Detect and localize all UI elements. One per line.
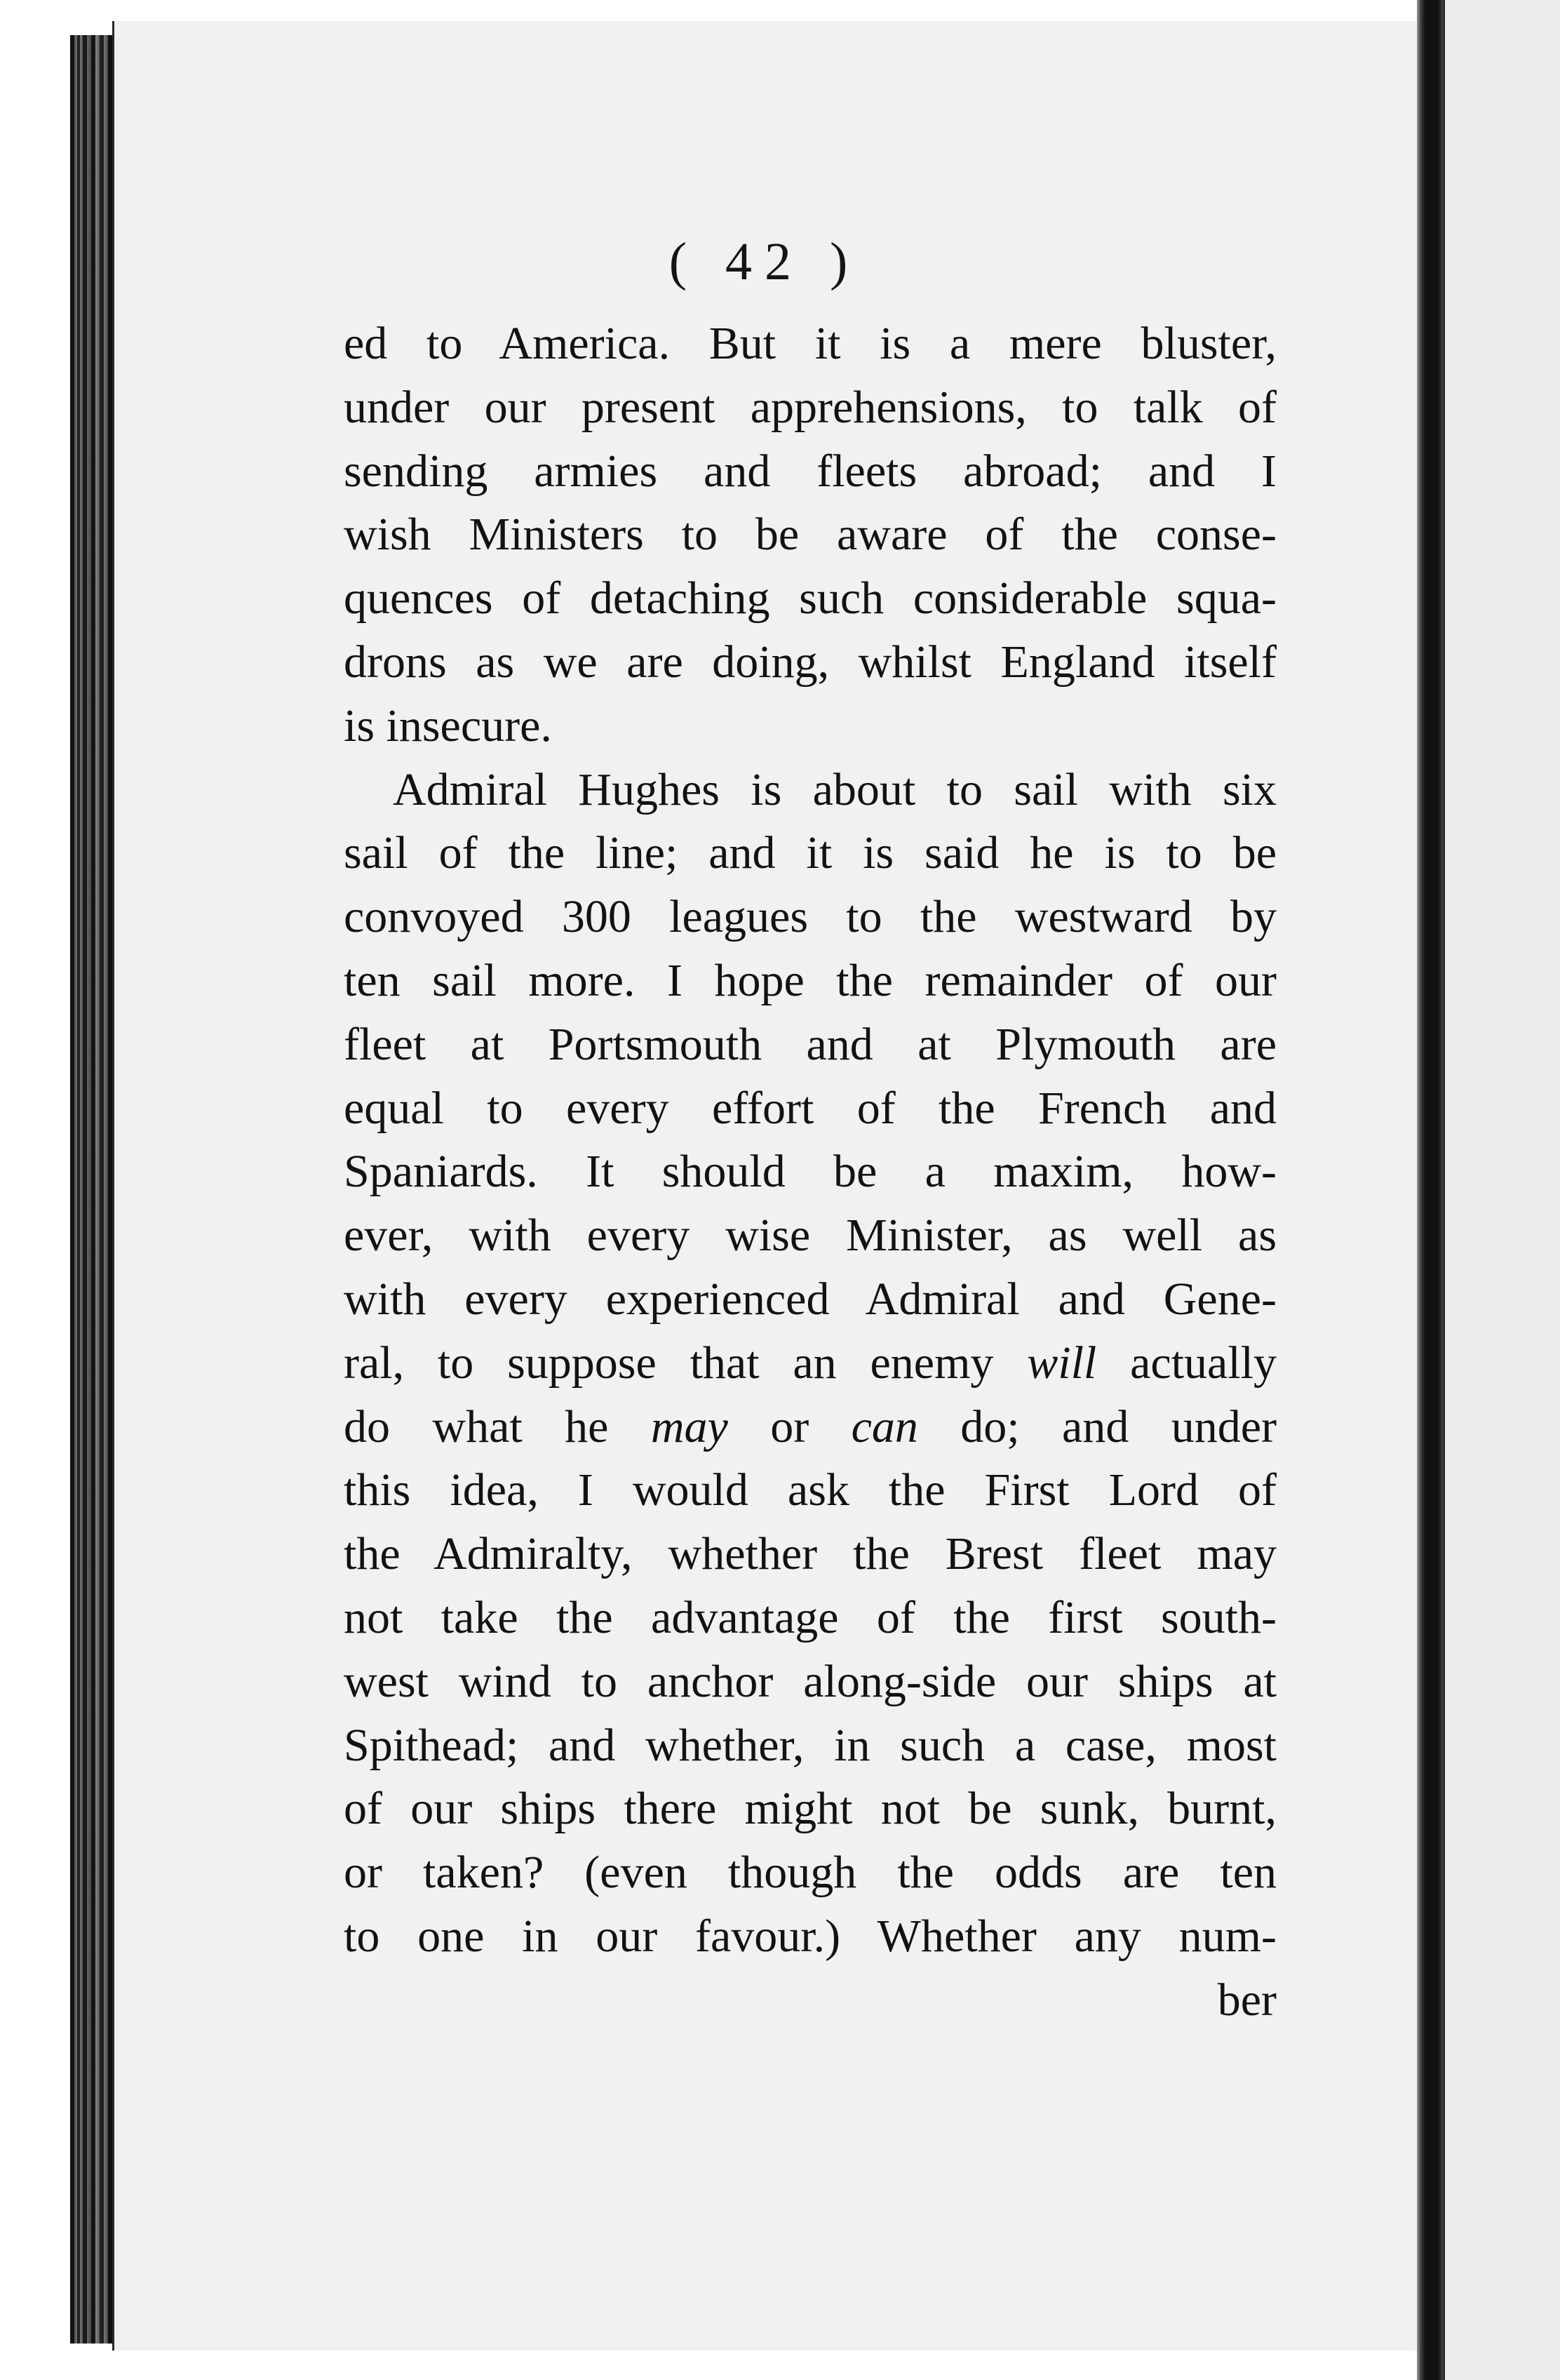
top-margin <box>112 0 1417 21</box>
text-line: with every experienced Admiral and Gene- <box>344 1273 1277 1325</box>
text-line: fleet at Portsmouth and at Plymouth are <box>344 1018 1277 1070</box>
catchword: ber <box>1217 1974 1277 2026</box>
text-line: drons as we are doing, whilst England itself <box>344 636 1277 688</box>
text-run: actually <box>1096 1337 1277 1389</box>
text-line <box>344 1396 1277 1459</box>
text-line: convoyed 300 leagues to the westward by <box>344 891 1277 943</box>
page-stack-edge <box>70 35 112 2344</box>
text-line: ed to America. But it is a mere bluster, <box>344 318 1277 369</box>
text-run: ral, to suppose that an enemy <box>344 1337 1028 1389</box>
text-line <box>344 1332 1277 1396</box>
text-line: west wind to anchor along-side our ships at <box>344 1655 1277 1707</box>
italic-word: may <box>650 1400 728 1452</box>
text-line: equal to every effort of the French and <box>344 1082 1277 1134</box>
text-line: Admiral Hughes is about to sail with six <box>393 763 1277 815</box>
italic-word: can <box>851 1400 918 1452</box>
book-gutter <box>1417 0 1444 2380</box>
page-number-header: ( 42 ) <box>668 232 861 291</box>
text-line: sail of the line; and it is said he is to be <box>344 827 1277 879</box>
text-line: not take the advantage of the first south- <box>344 1591 1277 1643</box>
page-body-text <box>344 312 1277 2033</box>
text-line: sending armies and fleets abroad; and I <box>344 445 1277 497</box>
facing-page-edge <box>1444 0 1560 2380</box>
text-line: under our present apprehensions, to talk of <box>344 381 1277 433</box>
text-line: Spaniards. It should be a maxim, how- <box>344 1146 1277 1198</box>
text-line: or taken? (even though the odds are ten <box>344 1847 1277 1899</box>
text-line: to one in our favour.) Whether any num- <box>344 1910 1277 1962</box>
text-line: is insecure. <box>344 700 552 751</box>
text-line: quences of detaching such considerable squa- <box>344 573 1277 624</box>
text-line: Spithead; and whether, in such a case, most <box>344 1719 1277 1771</box>
text-run: do what he <box>344 1400 651 1452</box>
text-run: or <box>727 1400 852 1452</box>
text-line: this idea, I would ask the First Lord of <box>344 1464 1277 1516</box>
text-line: ten sail more. I hope the remainder of our <box>344 954 1277 1006</box>
text-run: do; and under <box>917 1400 1277 1452</box>
text-line: wish Ministers to be aware of the conse- <box>344 509 1277 561</box>
text-line: the Admiralty, whether the Brest fleet may <box>344 1528 1277 1580</box>
italic-word: will <box>1027 1337 1097 1389</box>
text-line: of our ships there might not be sunk, burnt, <box>344 1783 1277 1835</box>
text-line: ever, with every wise Minister, as well as <box>344 1210 1277 1262</box>
